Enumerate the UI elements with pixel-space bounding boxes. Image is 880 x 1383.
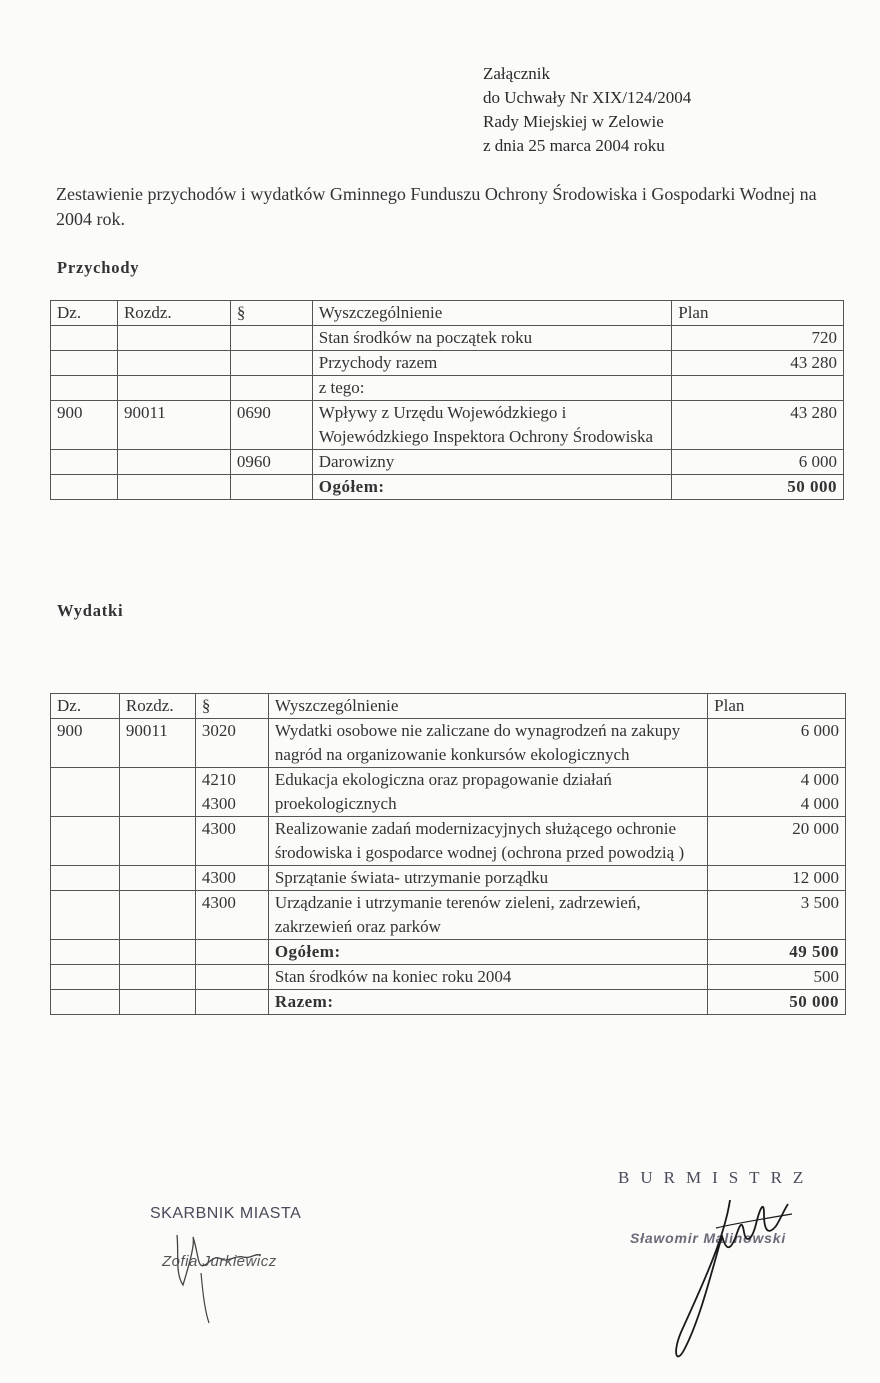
cell-paragraph	[195, 891, 268, 940]
council-name: Rady Miejskiej w Zelowie	[483, 112, 664, 131]
cell-description: Darowizny	[312, 450, 672, 475]
cell-dz	[51, 450, 118, 475]
cell-dz	[51, 326, 118, 351]
cell-plan	[708, 990, 846, 1015]
table-row	[51, 940, 846, 965]
paragraph-code: 4300	[201, 819, 236, 838]
cell-rozdz	[119, 768, 195, 817]
plan-value: 500	[813, 967, 839, 986]
table-header-row	[51, 694, 846, 719]
table-row	[51, 990, 846, 1015]
cell-plan	[672, 450, 844, 475]
paragraph-code: 4210	[201, 770, 236, 789]
cell-rozdz	[117, 376, 230, 401]
cell-rozdz	[117, 326, 230, 351]
plan-value: 20 000	[792, 819, 839, 838]
expense-table	[50, 693, 846, 1015]
cell-rozdz	[119, 866, 195, 891]
cell-dz	[51, 376, 118, 401]
header-plan: Plan	[672, 301, 844, 326]
cell-paragraph	[195, 866, 268, 891]
cell-description: Stan środków na koniec roku 2004	[268, 965, 707, 990]
cell-paragraph	[230, 450, 312, 475]
mayor-signature	[660, 1180, 800, 1370]
header-dz: Dz.	[51, 301, 118, 326]
cell-dz	[51, 866, 120, 891]
cell-description: Stan środków na początek roku	[312, 326, 672, 351]
paragraph-code: 3020	[201, 721, 236, 740]
cell-plan	[708, 768, 846, 817]
table-row	[51, 965, 846, 990]
table-row	[51, 891, 846, 940]
cell-description: Ogółem:	[312, 475, 672, 500]
cell-rozdz	[119, 990, 195, 1015]
attachment-label: Załącznik	[483, 64, 551, 83]
cell-dz	[51, 768, 120, 817]
plan-value: 6 000	[798, 452, 837, 471]
plan-value: 50 000	[789, 992, 839, 1011]
cell-plan	[708, 866, 846, 891]
expenses-heading: Wydatki	[57, 601, 124, 620]
cell-plan	[672, 376, 844, 401]
cell-description: Urządzanie i utrzymanie terenów zieleni, zadrzewień, zakrzewień oraz parków	[268, 891, 707, 940]
plan-value: 12 000	[792, 868, 839, 887]
plan-value: 6 000	[800, 721, 839, 740]
cell-plan	[708, 965, 846, 990]
paragraph-code: 4300	[201, 893, 236, 912]
header-paragraph: §	[230, 301, 312, 326]
table-row	[51, 817, 846, 866]
cell-rozdz: 90011	[117, 401, 230, 450]
resolution-number: do Uchwały Nr XIX/124/2004	[483, 88, 692, 107]
income-table	[50, 300, 844, 500]
cell-paragraph	[195, 990, 268, 1015]
plan-value: 43 280	[790, 353, 837, 372]
cell-plan	[708, 891, 846, 940]
cell-paragraph	[230, 376, 312, 401]
cell-dz	[51, 475, 118, 500]
resolution-date: z dnia 25 marca 2004 roku	[483, 136, 665, 155]
cell-paragraph	[195, 817, 268, 866]
cell-paragraph	[195, 719, 268, 768]
table-row	[51, 326, 844, 351]
cell-rozdz	[119, 965, 195, 990]
attachment-header	[483, 62, 691, 158]
cell-rozdz	[117, 450, 230, 475]
plan-value: 4 000	[800, 770, 839, 789]
plan-value: 50 000	[787, 477, 837, 496]
plan-value: 43 280	[790, 403, 837, 422]
cell-dz	[51, 891, 120, 940]
table-row	[51, 401, 844, 450]
cell-paragraph	[230, 351, 312, 376]
table-row	[51, 351, 844, 376]
table-row	[51, 450, 844, 475]
cell-paragraph	[230, 326, 312, 351]
plan-value: 4 000	[800, 794, 839, 813]
cell-dz	[51, 965, 120, 990]
cell-rozdz	[117, 351, 230, 376]
cell-plan	[708, 817, 846, 866]
cell-paragraph	[195, 965, 268, 990]
cell-rozdz	[119, 891, 195, 940]
header-description: Wyszczególnienie	[268, 694, 707, 719]
cell-dz	[51, 351, 118, 376]
cell-paragraph	[195, 768, 268, 817]
cell-plan	[672, 351, 844, 376]
cell-plan	[672, 326, 844, 351]
paragraph-code: 0960	[236, 452, 271, 471]
document-title: Zestawienie przychodów i wydatków Gminnego Funduszu Ochrony Środowiska i Gospodarki Wodnej na 2004 rok.	[56, 184, 817, 229]
cell-description: Realizowanie zadań modernizacyjnych służącego ochronie środowiska i gospodarce wodnej (ochrona przed powodzią )	[268, 817, 707, 866]
paragraph-code: 4300	[201, 794, 236, 813]
header-rozdz: Rozdz.	[119, 694, 195, 719]
cell-plan	[708, 940, 846, 965]
table-row	[51, 475, 844, 500]
cell-description: Wydatki osobowe nie zaliczane do wynagrodzeń na zakupy nagród na organizowanie konkursów ekologicznych	[268, 719, 707, 768]
cell-dz	[51, 990, 120, 1015]
header-plan: Plan	[708, 694, 846, 719]
table-row	[51, 376, 844, 401]
cell-rozdz: 90011	[119, 719, 195, 768]
cell-paragraph	[230, 475, 312, 500]
cell-rozdz	[119, 940, 195, 965]
income-heading: Przychody	[57, 258, 140, 277]
header-paragraph: §	[195, 694, 268, 719]
cell-dz: 900	[51, 719, 120, 768]
cell-plan	[672, 475, 844, 500]
table-header-row	[51, 301, 844, 326]
header-rozdz: Rozdz.	[117, 301, 230, 326]
cell-rozdz	[119, 817, 195, 866]
mayor-stamp-name: Sławomir Malinowski	[630, 1230, 787, 1246]
paragraph-code: 0690	[236, 403, 271, 422]
treasurer-stamp-title: SKARBNIK MIASTA	[150, 1205, 302, 1222]
cell-dz	[51, 817, 120, 866]
plan-value: 720	[811, 328, 837, 347]
cell-plan	[672, 401, 844, 450]
cell-description: Edukacja ekologiczna oraz propagowanie działań proekologicznych	[268, 768, 707, 817]
cell-plan	[708, 719, 846, 768]
paragraph-code: 4300	[201, 868, 236, 887]
cell-description: Wpływy z Urzędu Wojewódzkiego i Wojewódzkiego Inspektora Ochrony Środowiska	[312, 401, 672, 450]
cell-rozdz	[117, 475, 230, 500]
treasurer-stamp-name: Zofia Jurkiewicz	[162, 1253, 277, 1270]
cell-description: Ogółem:	[268, 940, 707, 965]
treasurer-signature	[165, 1225, 275, 1325]
cell-description: Przychody razem	[312, 351, 672, 376]
cell-description: z tego:	[312, 376, 672, 401]
table-row	[51, 768, 846, 817]
header-description: Wyszczególnienie	[312, 301, 672, 326]
header-dz: Dz.	[51, 694, 120, 719]
mayor-stamp-title: BURMISTRZ	[618, 1168, 815, 1187]
cell-description: Sprzątanie świata- utrzymanie porządku	[268, 866, 707, 891]
plan-value: 49 500	[789, 942, 839, 961]
plan-value: 3 500	[800, 893, 839, 912]
cell-dz	[51, 940, 120, 965]
cell-description: Razem:	[268, 990, 707, 1015]
cell-paragraph	[195, 940, 268, 965]
table-row	[51, 866, 846, 891]
cell-dz: 900	[51, 401, 118, 450]
cell-paragraph	[230, 401, 312, 450]
table-row	[51, 719, 846, 768]
